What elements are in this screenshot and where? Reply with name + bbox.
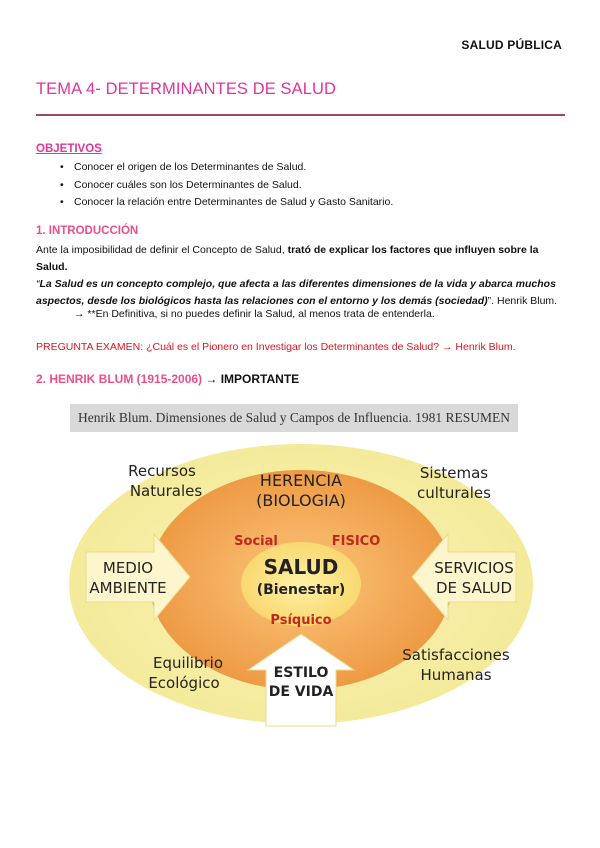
medio-label: MEDIO: [102, 559, 154, 577]
definition-note: [74, 308, 435, 320]
bienestar-label: (Bienestar): [256, 582, 346, 598]
section-1-heading: 1. INTRODUCCIÓN: [36, 225, 139, 237]
objectives-list: [60, 159, 393, 212]
quote-society: (sociedad): [435, 294, 488, 307]
quote-text: La Salud es un concepto complejo, que afecta a las diferentes dimensiones de la vida y abarca muchos aspectos, desde los biológicos hasta las relaciones con el entorno y los demás: [36, 278, 556, 307]
section-2-heading: [36, 372, 299, 386]
intro-bold-text: trató de explicar los factores que influyen sobre la Salud: [36, 244, 539, 273]
blum-quote: [36, 276, 566, 309]
equilibrio-label: Equilibrio: [152, 654, 224, 672]
header-course: SALUD PÚBLICA: [461, 38, 562, 52]
psiquico-label: Psíquico: [270, 613, 332, 628]
herencia-label: HERENCIA: [259, 471, 343, 490]
diagram-caption: Henrik Blum. Dimensiones de Salud y Campos de Influencia. 1981 RESUMEN: [70, 404, 518, 432]
intro-text: Ante la imposibilidad de definir el Concepto de Salud,: [36, 244, 288, 256]
quote-attribution: ”. Henrik Blum.: [487, 294, 558, 307]
section-2-title: 2. HENRIK BLUM (1915-2006): [36, 372, 206, 386]
objective-item: • Conocer la relación entre Determinantes de Salud y Gasto Sanitario.: [60, 194, 393, 212]
exam-question: [36, 341, 516, 353]
note-text: **En Definitiva, si no puedes definir la Salud, al menos trata de entenderla.: [84, 308, 435, 320]
recursos-label: Recursos: [128, 462, 196, 480]
naturales-label: Naturales: [129, 482, 203, 500]
arrow-icon: →: [205, 372, 218, 386]
culturales-label: culturales: [417, 484, 491, 502]
important-label: IMPORTANTE: [217, 372, 300, 386]
fisico-label: FISICO: [331, 534, 381, 549]
title-divider: [36, 114, 565, 116]
de-vida-label: DE VIDA: [268, 684, 334, 700]
humanas-label: Humanas: [420, 666, 492, 684]
objective-item: • Conocer cuáles son los Determinantes de Salud.: [60, 177, 393, 195]
objective-item: • Conocer el origen de los Determinantes de Salud.: [60, 159, 393, 177]
social-label: Social: [234, 534, 278, 549]
exam-label: PREGUNTA EXAMEN: [36, 341, 141, 353]
de-salud-label: DE SALUD: [436, 579, 512, 597]
servicios-label: SERVICIOS: [434, 559, 514, 577]
blum-diagram: [66, 440, 536, 730]
arrow-icon: →: [442, 341, 453, 353]
intro-period: .: [64, 260, 68, 273]
objectives-heading: OBJETIVOS: [36, 143, 102, 155]
salud-label: SALUD: [263, 555, 339, 579]
estilo-label: ESTILO: [273, 665, 329, 681]
exam-answer: Henrik Blum.: [452, 341, 516, 353]
biologia-label: (BIOLOGIA): [256, 491, 346, 510]
exam-question-text: : ¿Cuál es el Pionero en Investigar los Determinantes de Salud?: [140, 341, 442, 353]
intro-paragraph: [36, 242, 566, 275]
ambiente-label: AMBIENTE: [89, 579, 167, 597]
quote-open-mark: “: [36, 278, 40, 290]
arrow-icon: →: [74, 308, 85, 320]
ecologico-label: Ecológico: [148, 674, 220, 692]
sistemas-label: Sistemas: [419, 464, 489, 482]
satisfacciones-label: Satisfacciones: [402, 646, 510, 664]
page-title: TEMA 4- DETERMINANTES DE SALUD: [36, 80, 337, 98]
